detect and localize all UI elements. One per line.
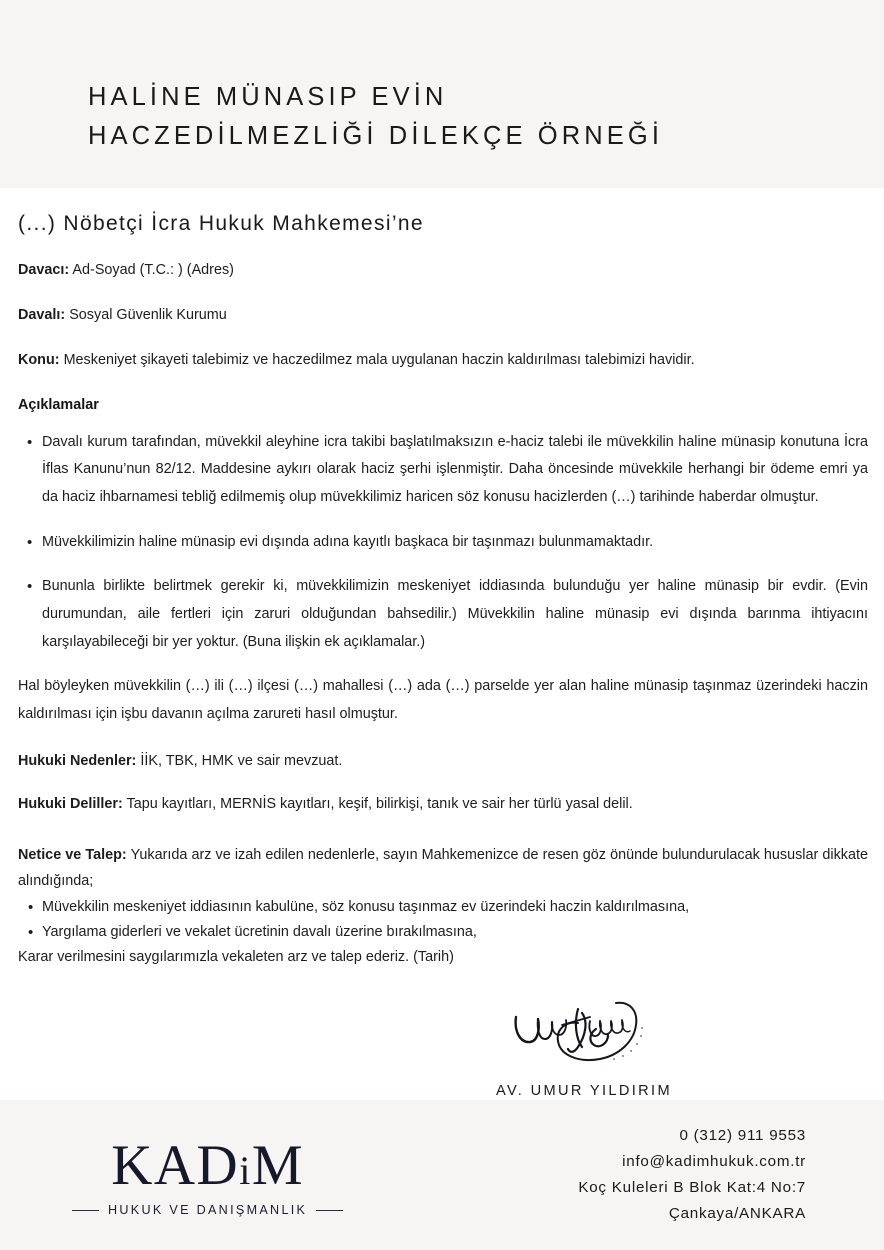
contact-email[interactable]: info@kadimhukuk.com.tr [622, 1152, 806, 1170]
attorney-name: AV. UMUR YILDIRIM [496, 1083, 672, 1100]
field-label-davaci: Davacı: [18, 262, 70, 278]
section-heading-aciklamalar: Açıklamalar [18, 396, 99, 413]
contact-address-line-2: Çankaya/ANKARA [668, 1205, 806, 1223]
legal-evidence-label: Hukuki Deliller: [18, 796, 123, 813]
field-value-konu: Meskeniyet şikayeti talebimiz ve haczedilmez mala uygulanan haczin kaldırılması talebimizi havidir. [63, 351, 695, 368]
contact-info [578, 1123, 806, 1228]
court-addressee: (...) Nöbetçi İcra Hukuk Mahkemesi’ne [18, 212, 424, 235]
logo-rule-left-icon [72, 1210, 99, 1211]
claim-item: • Müvekkilimizin haline münasip evi dışında adına kayıtlı başkaca bir taşınmazı bulunmamaktadır. [18, 529, 868, 557]
document-header-band [0, 0, 884, 188]
legal-grounds-row [18, 751, 868, 773]
request-label: Netice ve Talep: [18, 846, 127, 863]
logo-rule-right-icon [316, 1210, 343, 1211]
field-row-davali [18, 305, 868, 326]
field-value-davali: Sosyal Güvenlik Kurumu [69, 306, 227, 323]
field-label-konu: Konu: [18, 351, 60, 368]
legal-grounds-label: Hukuki Nedenler: [18, 752, 137, 769]
legal-evidence-value: Tapu kayıtları, MERNİS kayıtları, keşif, bilirkişi, tanık ve sair her türlü yasal delil. [126, 796, 633, 813]
request-closing: Karar verilmesini saygılarımızla vekaleten arz ve talep ederiz. (Tarih) [18, 948, 454, 965]
document-body [0, 188, 884, 1100]
logo-wordmark-prefix: KAD [111, 1134, 240, 1197]
logo-subtitle-row [72, 1203, 343, 1217]
demand-item: • Müvekkilin meskeniyet iddiasının kabulüne, söz konusu taşınmaz ev üzerindeki haczin kaldırılmasına, [18, 895, 868, 920]
logo-wordmark-suffix: M [251, 1134, 305, 1197]
legal-evidence-row [18, 794, 868, 816]
conclusion-paragraph: Hal böyleyken müvekkilin (…) ili (…) ilçesi (…) mahallesi (…) ada (…) parselde yer alan haline münasip taşınmaz üzerindeki haczin kaldırılması için işbu davanın açılma zarureti hasıl olmuştur. [18, 678, 868, 722]
document-footer-band [0, 1100, 884, 1250]
logo-wordmark [111, 1134, 305, 1197]
request-intro [18, 842, 868, 895]
field-row-davaci [18, 260, 868, 281]
logo-wordmark-i: i [239, 1148, 252, 1193]
demands-list [18, 895, 868, 945]
contact-address-line-1: Koç Kuleleri B Blok Kat:4 No:7 [578, 1179, 806, 1196]
kadim-logo [72, 1133, 343, 1217]
contact-phone[interactable]: 0 (312) 911 9553 [679, 1126, 806, 1144]
handwritten-signature-icon [504, 995, 664, 1077]
claim-item: • Davalı kurum tarafından, müvekkil aleyhine icra takibi başlatılmaksızın e-haciz talebi ile müvekkilin haline münasip konutuna İcra İflas Kanunu’nun 82/12. Maddesine aykırı olarak haciz şerhi işlenmiştir. Daha öncesinde müvekkile herhangi bir ödeme emri ya da haciz ihbarnamesi tebliğ edilmemiş olup müvekkilimiz haricen söz konusu hacizlerden (…) tarihinde haberdar olmuştur. [18, 429, 868, 512]
claim-item: • Bununla birlikte belirtmek gerekir ki, müvekkilimizin meskeniyet iddiasında bulunduğu yer haline münasip bir evdir. (Evin durumundan, aile fertleri için zaruri olduğundan bahsedilir.) Müvekkilin haline münasip evi dışında barınma ihtiyacını karşılayabileceği bir yer yoktur. (Buna ilişkin ek açıklamalar.) [18, 573, 868, 656]
field-row-konu [18, 350, 868, 371]
demand-item: • Yargılama giderleri ve vekalet ücretinin davalı üzerine bırakılmasına, [18, 920, 868, 945]
document-title-line-2: HACZEDİLMEZLİĞİ DİLEKÇE ÖRNEĞİ [88, 121, 664, 150]
field-value-davaci: Ad-Soyad (T.C.: ) (Adres) [72, 262, 234, 278]
document-title-line-1: HALİNE MÜNASIP EVİN [88, 83, 448, 111]
claims-list [18, 429, 868, 657]
logo-subtitle: HUKUK VE DANIŞMANLIK [108, 1203, 308, 1217]
field-label-davali: Davalı: [18, 306, 66, 323]
request-intro-text: Yukarıda arz ve izah edilen nedenlerle, sayın Mahkemenizce de resen göz önünde bulundurulacak hususlar dikkate alındığında; [18, 846, 868, 890]
legal-grounds-value: İİK, TBK, HMK ve sair mevzuat. [140, 752, 343, 769]
signature-block [18, 995, 868, 1099]
